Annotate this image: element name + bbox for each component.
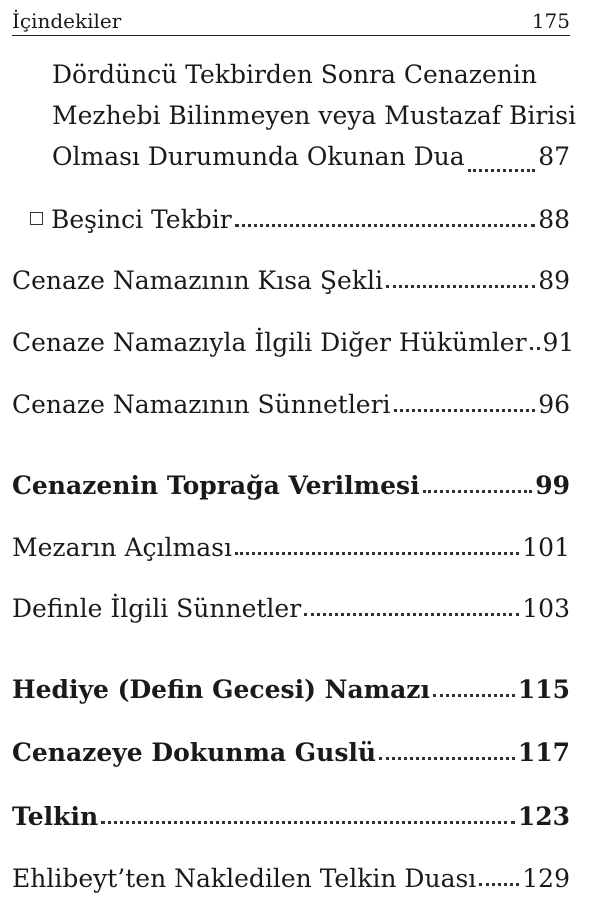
dot-leader (379, 751, 515, 760)
toc-entry-title: Definle İlgili Sünnetler (12, 594, 302, 623)
dot-leader (530, 341, 540, 350)
dot-leader (479, 877, 519, 886)
toc-entry-dorduncu-tekbir[interactable] (52, 54, 577, 177)
toc-entry-title: Beşinci Tekbir (51, 205, 232, 234)
toc-entry-defin-sunnetler[interactable] (12, 596, 570, 621)
toc-entry-title: Cenaze Namazıyla İlgili Diğer Hükümler (12, 328, 527, 357)
dot-leader (304, 607, 519, 616)
toc-entry-diger-hukumler[interactable] (12, 328, 575, 357)
toc-entry-line: Olması Durumunda Okunan Dua (52, 142, 465, 171)
toc-entry-page: 129 (522, 864, 570, 893)
toc-entry-telkin-duasi[interactable] (12, 866, 570, 891)
toc-entry-page: 103 (522, 594, 570, 623)
dot-leader (394, 403, 536, 412)
dot-leader (235, 218, 536, 227)
dot-leader (468, 163, 536, 172)
toc-entry-title: Ehlibeyt’ten Nakledilen Telkin Duası (12, 864, 477, 893)
header-page-number: 175 (531, 9, 570, 33)
toc-entry-page: 101 (522, 533, 570, 562)
toc-entry-page: 91 (542, 328, 575, 357)
toc-entry-page: 96 (538, 390, 570, 419)
toc-entry-kisa-sekli[interactable] (12, 268, 570, 293)
dot-leader (101, 815, 515, 824)
toc-entry-topraga-verilmesi[interactable] (12, 473, 570, 498)
toc-entry-mezarin-acilmasi[interactable] (12, 535, 570, 560)
toc-entry-title: Cenazenin Toprağa Verilmesi (12, 471, 420, 500)
header-title: İçindekiler (12, 9, 122, 33)
toc-entry-besinci-tekbir[interactable] (30, 207, 570, 232)
dot-leader (386, 279, 535, 288)
toc-entry-page: 89 (538, 266, 570, 295)
toc-entry-title: Cenazeye Dokunma Guslü (12, 738, 377, 767)
toc-entry-title: Cenaze Namazının Sünnetleri (12, 390, 391, 419)
toc-entry-line: Mezhebi Bilinmeyen veya Mustazaf Birisi (52, 101, 577, 130)
dot-leader (423, 484, 533, 493)
dot-leader (433, 688, 515, 697)
toc-entry-dokunma-guslu[interactable] (12, 740, 570, 765)
toc-entry-sunnetleri[interactable] (12, 392, 570, 417)
toc-entry-telkin[interactable] (12, 804, 570, 829)
toc-entry-page: 99 (535, 471, 570, 500)
toc-entry-title: Telkin (12, 802, 99, 831)
toc-entry-page: 123 (517, 802, 570, 831)
toc-entry-hediye-namazi[interactable] (12, 677, 570, 702)
dot-leader (235, 546, 519, 555)
toc-entry-page: 87 (538, 142, 570, 171)
toc-entry-page: 117 (517, 738, 570, 767)
toc-entry-title: Hediye (Defin Gecesi) Namazı (12, 675, 430, 704)
toc-entry-title: Mezarın Açılması (12, 533, 232, 562)
toc-entry-page: 115 (517, 675, 570, 704)
square-bullet-icon (30, 212, 43, 225)
toc-entry-line: Dördüncü Tekbirden Sonra Cenazenin (52, 60, 537, 89)
toc-entry-page: 88 (538, 205, 570, 234)
toc-entry-title: Cenaze Namazının Kısa Şekli (12, 266, 383, 295)
